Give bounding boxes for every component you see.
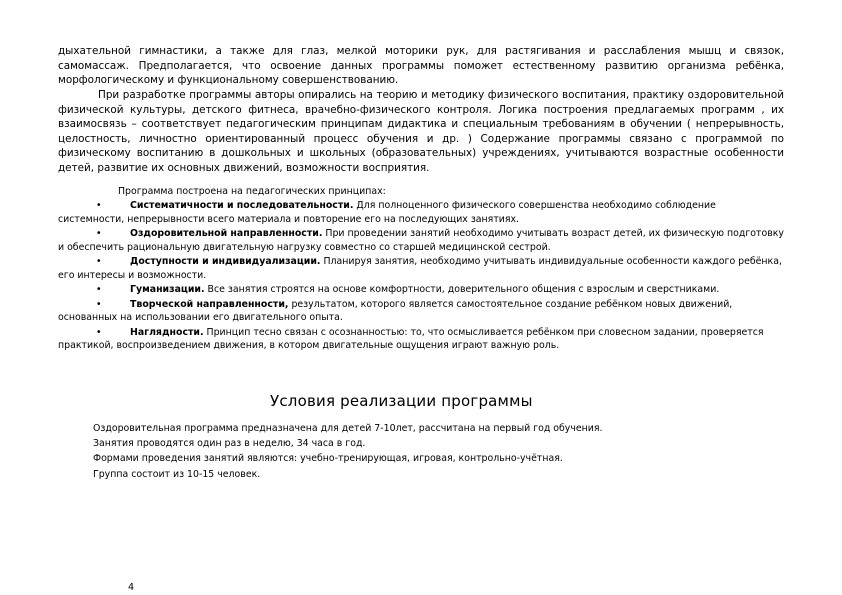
condition-line: Оздоровительная программа предназначена для детей 7-10лет, рассчитана на первый год обучения. <box>93 423 603 434</box>
principle-text: Планируя занятия, необходимо учитывать индивидуальные особенности каждого ребёнка, его интересы и возможности. <box>58 256 782 281</box>
page-number: 4 <box>128 582 135 593</box>
section-heading: Условия реализации программы <box>270 392 533 410</box>
list-item <box>58 298 784 326</box>
principle-text: Для полноценного физического совершенства необходимо соблюдение системности, непрерывности всего материала и повторение его на последующих занятиях. <box>58 200 716 225</box>
principles-list <box>58 199 784 354</box>
conditions-list <box>93 421 603 482</box>
body-paragraph: При разработке программы авторы опирались на теорию и методику физического воспитания, практику оздоровительной физической культуры, детского фитнеса, врачебно-физического контроля. Логика построения предлагаемых программ , их взаимосвязь – соответствует педагогическим принципам дидактика и специальным требованиям в обучении ( непрерывность, целостность, личностно ориентированный процесс обучения и др. ) Содержание программы связано с программой по физическому воспитанию в дошкольных и школьных (образовательных) учреждениях, учитываются возрастные особенности детей, развитие их основных движений, возможности восприятия. <box>58 89 784 174</box>
principle-text: результатом, которого является самостоятельное создание ребёнком новых движений, основанных на использовании его двигательного опыта. <box>58 298 733 324</box>
bullet-icon: • <box>96 228 102 240</box>
principles-intro: Программа построена на педагогических принципах: <box>118 186 386 197</box>
list-item <box>58 255 784 283</box>
list-item <box>58 326 784 354</box>
principle-title: Наглядности. <box>130 326 204 338</box>
list-item <box>58 283 784 297</box>
bullet-icon: • <box>96 284 102 296</box>
principle-title: Доступности и индивидуализации. <box>130 256 321 268</box>
bullet-icon: • <box>96 200 102 211</box>
list-item <box>58 227 784 255</box>
principle-title: Систематичности и последовательности. <box>130 200 354 211</box>
condition-line: Формами проведения занятий являются: учебно-тренирующая, игровая, контрольно-учётная. <box>93 453 563 465</box>
bullet-icon: • <box>96 298 102 310</box>
bullet-icon: • <box>96 326 102 338</box>
condition-line: Занятия проводятся один раз в неделю, 34 часа в год. <box>93 438 366 450</box>
principle-title: Творческой направленности, <box>130 298 289 310</box>
principle-title: Оздоровительной направленности. <box>130 228 323 240</box>
condition-line: Группа состоит из 10-15 человек. <box>93 468 261 480</box>
principle-title: Гуманизации. <box>130 284 205 296</box>
principle-text: При проведении занятий необходимо учитывать возраст детей, их физическую подготовку и обеспечить рациональную двигательную нагрузку совместно со старшей медицинской сестрой. <box>58 228 784 253</box>
principle-text: Принцип тесно связан с осознанностью: то, что осмысливается ребёнком при словесном задании, проверяется практикой, воспроизведением движения, в котором двигательные ощущения играют важную роль. <box>58 326 764 352</box>
principle-text: Все занятия строятся на основе комфортности, доверительного общения с взрослым и сверстниками. <box>204 284 720 296</box>
list-item <box>58 199 784 227</box>
bullet-icon: • <box>96 256 102 268</box>
body-paragraph: дыхательной гимнастики, а также для глаз, мелкой моторики рук, для растягивания и расслабления мышц и связок, самомассаж. Предполагается, что освоение данных программы поможет естественному развитию организма ребёнка, морфологическому и функциональному совершенствованию. <box>58 45 784 87</box>
